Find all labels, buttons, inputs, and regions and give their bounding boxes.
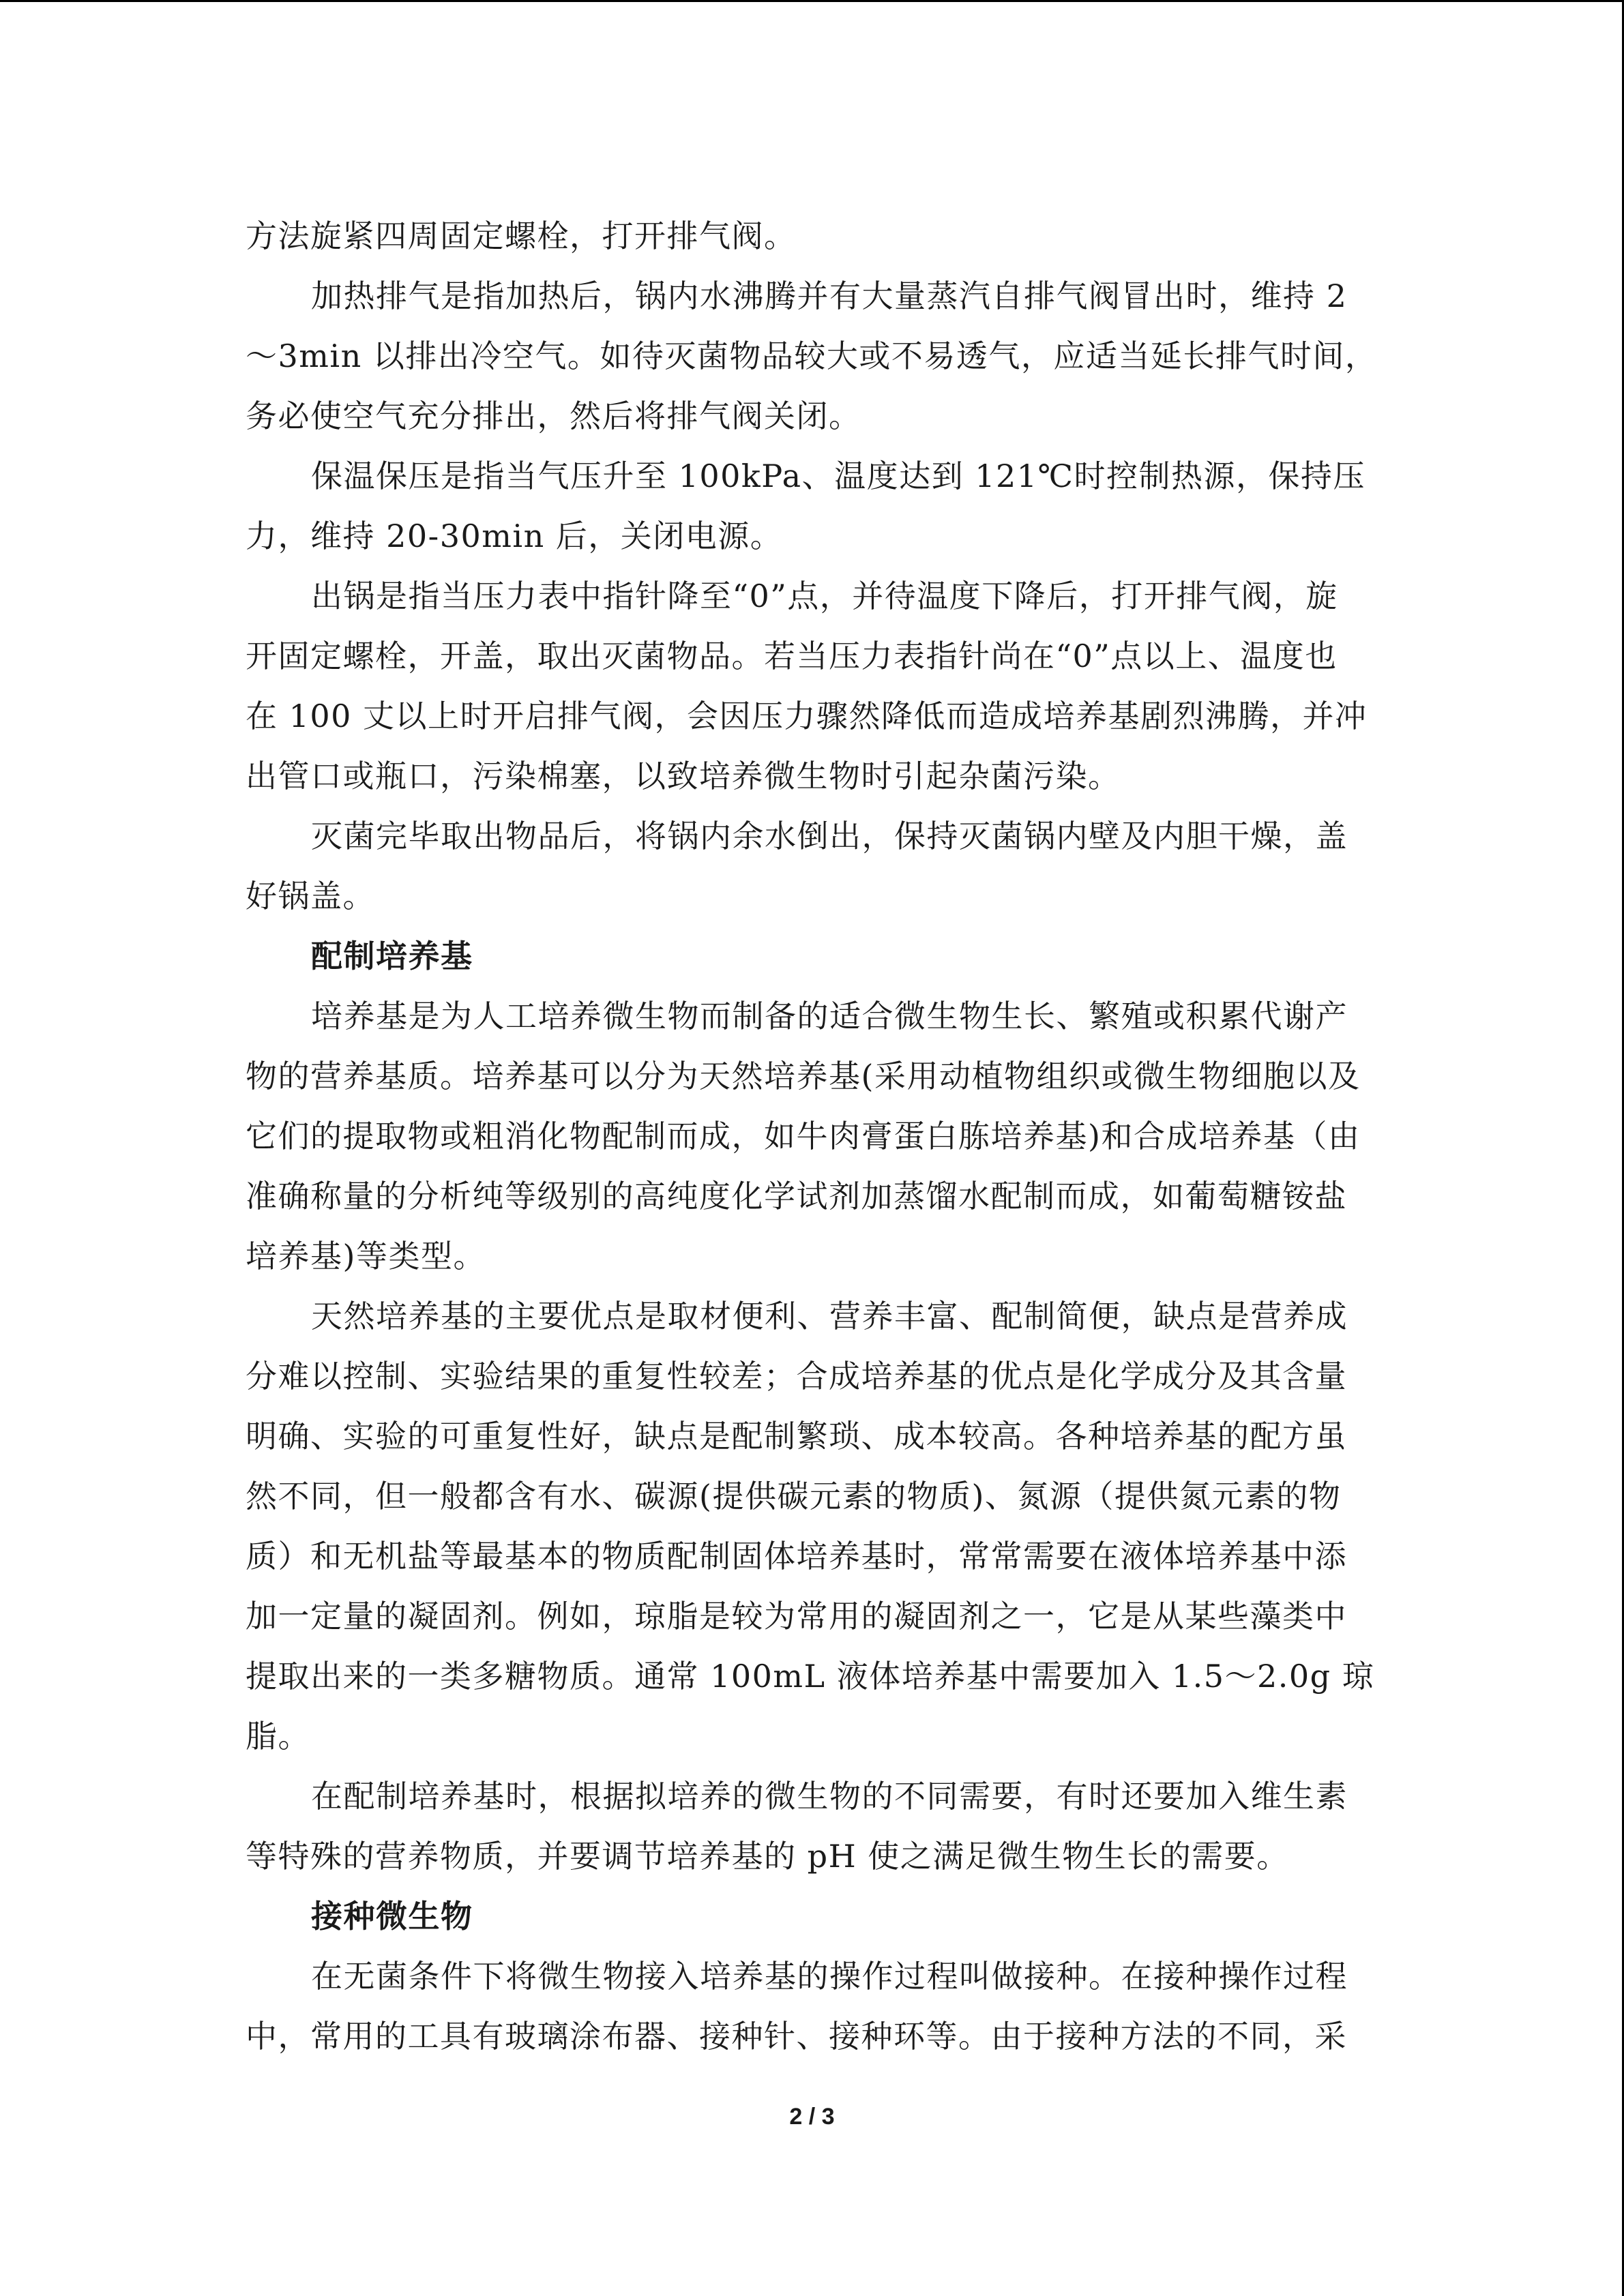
section-heading: 配制培养基 [311,938,473,974]
text-line: 质）和无机盐等最基本的物质配制固体培养基时，常常需要在液体培养基中添 [246,1538,1347,1575]
text-line: 它们的提取物或粗消化物配制而成，如牛肉膏蛋白胨培养基)和合成培养基（由 [246,1118,1361,1154]
text-line: 明确、实验的可重复性好，缺点是配制繁琐、成本较高。各种培养基的配方虽 [246,1418,1347,1455]
text-line: 出管口或瓶口，污染棉塞，以致培养微生物时引起杂菌污染。 [246,758,1121,794]
text-line: 好锅盖。 [246,878,375,914]
text-line: 出锅是指当压力表中指针降至“0”点，并待温度下降后，打开排气阀，旋 [311,578,1338,614]
text-line: 方法旋紧四周固定螺栓，打开排气阀。 [246,218,797,254]
text-line: 物的营养基质。培养基可以分为天然培养基(采用动植物组织或微生物细胞以及 [246,1058,1361,1094]
text-line: 中，常用的工具有玻璃涂布器、接种针、接种环等。由于接种方法的不同，采 [246,2018,1347,2055]
text-line: 保温保压是指当气压升至 100kPa、温度达到 121℃时控制热源，保持压 [311,458,1365,494]
text-line: 灭菌完毕取出物品后，将锅内余水倒出，保持灭菌锅内壁及内胆干燥，盖 [311,818,1348,854]
text-line: 天然培养基的主要优点是取材便利、营养丰富、配制简便，缺点是营养成 [311,1298,1348,1335]
text-line: 在无菌条件下将微生物接入培养基的操作过程叫做接种。在接种操作过程 [311,1958,1348,1995]
text-line: 分难以控制、实验结果的重复性较差；合成培养基的优点是化学成分及其含量 [246,1358,1347,1395]
text-line: 然不同，但一般都含有水、碳源(提供碳元素的物质)、氮源（提供氮元素的物 [246,1478,1342,1515]
text-line: 培养基是为人工培养微生物而制备的适合微生物生长、繁殖或积累代谢产 [311,998,1348,1034]
text-line: 加热排气是指加热后，锅内水沸腾并有大量蒸汽自排气阀冒出时，维持 2 [311,278,1348,314]
text-line: 脂。 [246,1718,310,1755]
section-heading: 接种微生物 [311,1898,473,1935]
text-line: 等特殊的营养物质，并要调节培养基的 pH 使之满足微生物生长的需要。 [246,1838,1289,1875]
text-line: 务必使空气充分排出，然后将排气阀关闭。 [246,398,861,434]
text-line: 培养基)等类型。 [246,1238,486,1274]
text-line: 开固定螺栓，开盖，取出灭菌物品。若当压力表指针尚在“0”点以上、温度也 [246,638,1338,674]
text-line: 提取出来的一类多糖物质。通常 100mL 液体培养基中需要加入 1.5～2.0g 琼 [246,1658,1375,1695]
text-line: 准确称量的分析纯等级别的高纯度化学试剂加蒸馏水配制而成，如葡萄糖铵盐 [246,1178,1347,1214]
text-line: 加一定量的凝固剂。例如，琼脂是较为常用的凝固剂之一，它是从某些藻类中 [246,1598,1347,1635]
text-line: 在配制培养基时，根据拟培养的微生物的不同需要，有时还要加入维生素 [311,1778,1348,1815]
text-line: 在 100 丈以上时开启排气阀，会因压力骤然降低而造成培养基剧烈沸腾，并冲 [246,698,1368,734]
document-body [246,206,1378,2066]
page-number: 2 / 3 [789,2104,835,2130]
text-line: 力，维持 20-30min 后，关闭电源。 [246,518,783,554]
text-line: ～3min 以排出冷空气。如待灭菌物品较大或不易透气，应适当延长排气时间， [246,338,1378,374]
page-top-border [0,0,1624,2]
